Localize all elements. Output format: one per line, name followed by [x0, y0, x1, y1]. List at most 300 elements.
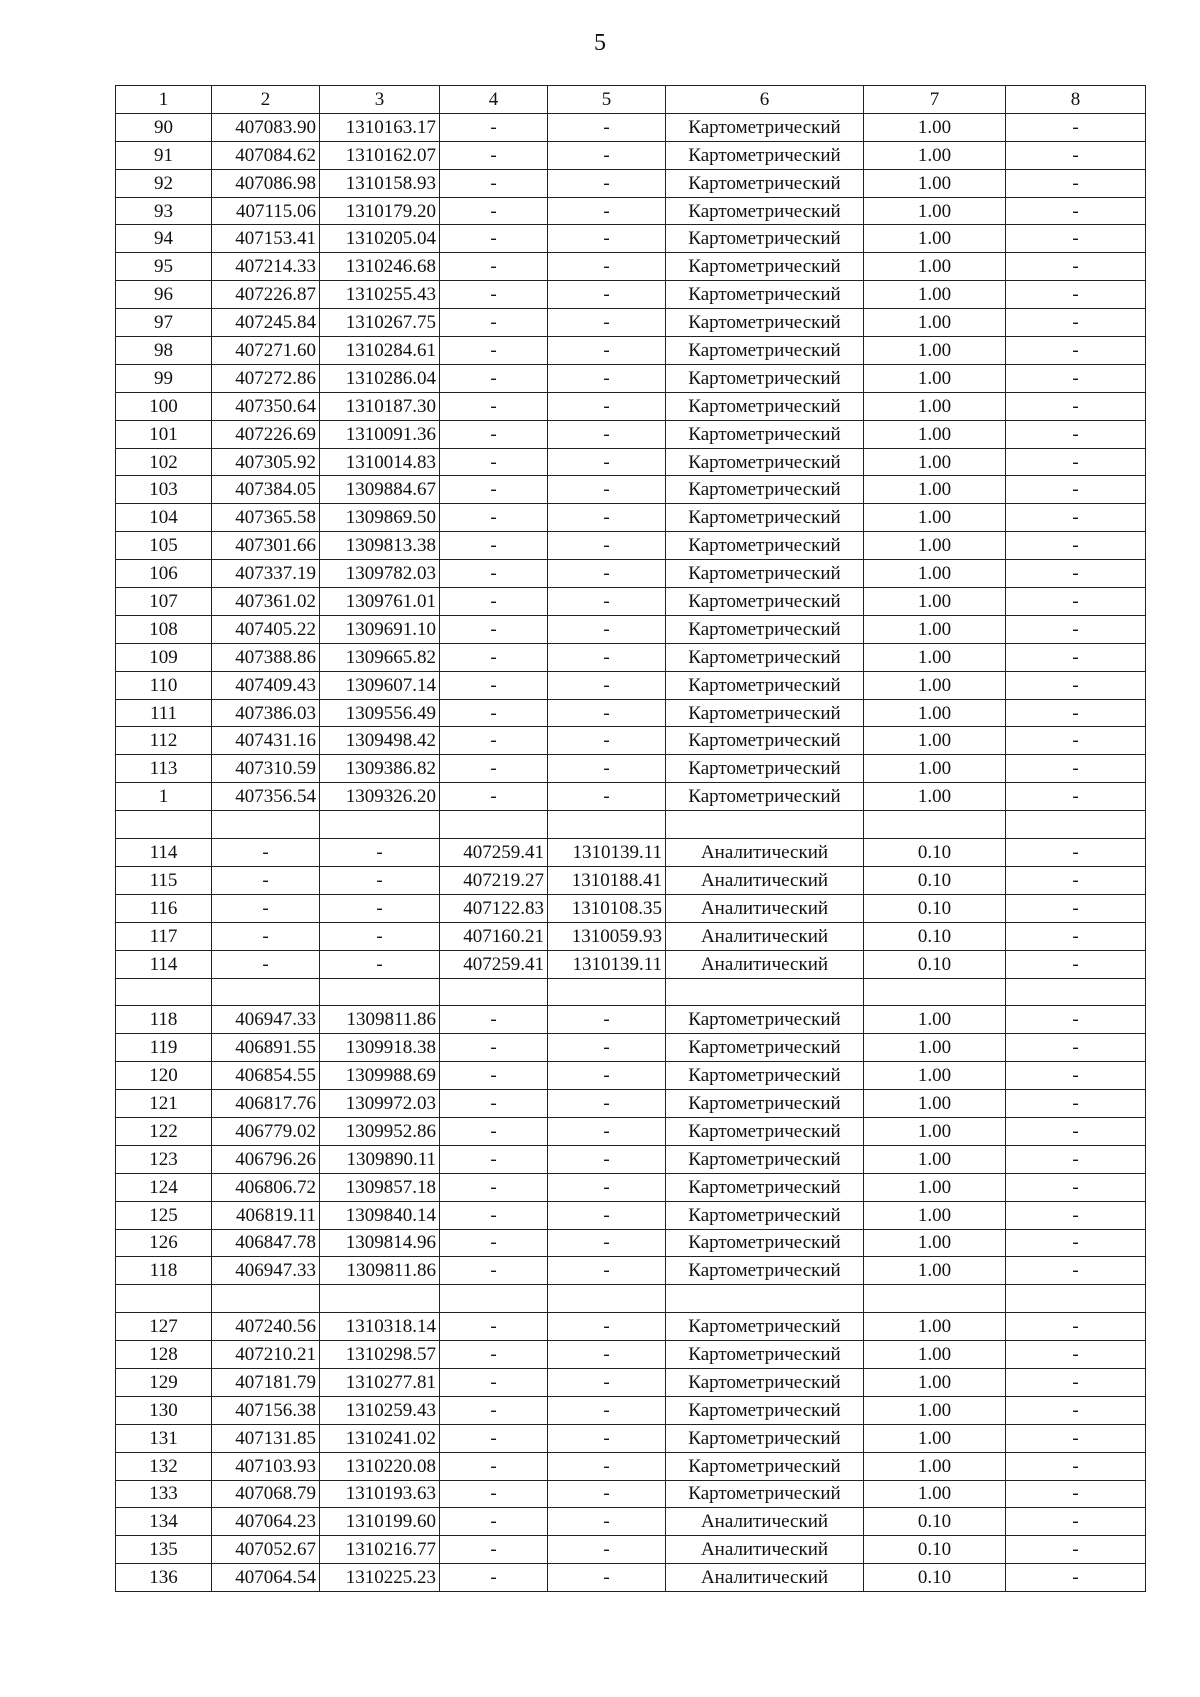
table-cell: - [1006, 588, 1146, 616]
table-cell: - [440, 1145, 548, 1173]
table-cell: 1309556.49 [320, 699, 440, 727]
table-cell: - [548, 1201, 666, 1229]
table-cell: - [440, 281, 548, 309]
table-cell: 1310284.61 [320, 337, 440, 365]
table-row [116, 1201, 1146, 1229]
table-row [116, 1173, 1146, 1201]
table-body [116, 113, 1146, 1591]
table-cell: Аналитический [666, 950, 864, 978]
table-row [116, 225, 1146, 253]
table-cell: - [548, 448, 666, 476]
table-cell: 93 [116, 197, 212, 225]
table-cell: - [548, 141, 666, 169]
table-cell: 407226.87 [212, 281, 320, 309]
table-cell: 113 [116, 755, 212, 783]
table-row [116, 1090, 1146, 1118]
table-cell [548, 811, 666, 839]
table-cell: - [440, 141, 548, 169]
table-cell: 1309884.67 [320, 476, 440, 504]
table-cell: - [548, 1034, 666, 1062]
table-cell: 133 [116, 1480, 212, 1508]
table-cell: - [548, 1117, 666, 1145]
column-header: 2 [212, 86, 320, 114]
table-row [116, 1564, 1146, 1592]
table-cell: 1310277.81 [320, 1368, 440, 1396]
table-cell: - [1006, 1452, 1146, 1480]
table-cell: 1.00 [864, 1062, 1006, 1090]
table-cell: 1310139.11 [548, 950, 666, 978]
table-cell: 91 [116, 141, 212, 169]
table-cell: Картометрический [666, 113, 864, 141]
table-row [116, 922, 1146, 950]
table-cell: 117 [116, 922, 212, 950]
table-row [116, 1368, 1146, 1396]
table-cell: 110 [116, 671, 212, 699]
table-cell: - [1006, 253, 1146, 281]
table-row [116, 1396, 1146, 1424]
table-cell: - [1006, 1062, 1146, 1090]
table-cell: 407115.06 [212, 197, 320, 225]
table-cell: 406779.02 [212, 1117, 320, 1145]
table-cell [116, 1285, 212, 1313]
table-cell: 406817.76 [212, 1090, 320, 1118]
table-row [116, 1117, 1146, 1145]
table-cell: - [440, 504, 548, 532]
table-cell: 407259.41 [440, 950, 548, 978]
table-cell: - [1006, 504, 1146, 532]
table-cell: 134 [116, 1508, 212, 1536]
separator-row [116, 1285, 1146, 1313]
table-cell: 1.00 [864, 309, 1006, 337]
table-cell: 114 [116, 950, 212, 978]
table-cell: 101 [116, 420, 212, 448]
table-cell: 111 [116, 699, 212, 727]
table-cell: 129 [116, 1368, 212, 1396]
column-header: 5 [548, 86, 666, 114]
table-row [116, 699, 1146, 727]
table-cell: - [548, 532, 666, 560]
table-cell: Картометрический [666, 1452, 864, 1480]
table-cell: 407388.86 [212, 643, 320, 671]
table-cell: - [440, 197, 548, 225]
table-cell: 407356.54 [212, 783, 320, 811]
separator-row [116, 811, 1146, 839]
table-cell: - [1006, 950, 1146, 978]
table-cell: 407386.03 [212, 699, 320, 727]
table-cell: 100 [116, 392, 212, 420]
table-cell: 1.00 [864, 588, 1006, 616]
table-row [116, 671, 1146, 699]
table-cell: - [440, 1424, 548, 1452]
table-cell: - [1006, 1341, 1146, 1369]
table-cell: - [440, 1090, 548, 1118]
table-cell: Аналитический [666, 866, 864, 894]
table-cell: 0.10 [864, 1536, 1006, 1564]
table-cell: Аналитический [666, 839, 864, 867]
table-cell: - [440, 476, 548, 504]
table-cell [666, 978, 864, 1006]
table-cell: - [548, 1257, 666, 1285]
table-cell: 105 [116, 532, 212, 560]
table-cell: - [440, 1536, 548, 1564]
table-cell: 407240.56 [212, 1313, 320, 1341]
table-cell: - [440, 448, 548, 476]
table-cell: - [440, 615, 548, 643]
table-row [116, 337, 1146, 365]
table-cell: Картометрический [666, 169, 864, 197]
table-cell: Картометрический [666, 420, 864, 448]
separator-row [116, 978, 1146, 1006]
table-cell: - [440, 1201, 548, 1229]
table-cell [864, 1285, 1006, 1313]
table-cell: 406806.72 [212, 1173, 320, 1201]
table-cell: 102 [116, 448, 212, 476]
table-cell: - [1006, 169, 1146, 197]
table-cell: 1310318.14 [320, 1313, 440, 1341]
table-cell [212, 978, 320, 1006]
table-cell: 407305.92 [212, 448, 320, 476]
table-cell: - [548, 364, 666, 392]
table-cell: - [440, 1480, 548, 1508]
table-row [116, 727, 1146, 755]
table-cell: - [548, 1508, 666, 1536]
table-cell: - [212, 894, 320, 922]
table-cell: - [440, 727, 548, 755]
table-cell: 1309607.14 [320, 671, 440, 699]
table-cell: - [1006, 1145, 1146, 1173]
table-row [116, 950, 1146, 978]
table-cell: - [1006, 1117, 1146, 1145]
table-cell: - [1006, 1173, 1146, 1201]
table-cell: 1309782.03 [320, 560, 440, 588]
table-cell [320, 811, 440, 839]
table-row [116, 783, 1146, 811]
table-cell: Картометрический [666, 1090, 864, 1118]
table-cell: 407083.90 [212, 113, 320, 141]
table-cell: 1.00 [864, 1201, 1006, 1229]
table-cell: 1310267.75 [320, 309, 440, 337]
table-row [116, 532, 1146, 560]
table-cell: 1309811.86 [320, 1257, 440, 1285]
table-cell: - [440, 1034, 548, 1062]
table-cell: - [1006, 1257, 1146, 1285]
table-cell: 126 [116, 1229, 212, 1257]
table-cell: 407301.66 [212, 532, 320, 560]
table-cell [320, 1285, 440, 1313]
table-cell: - [212, 922, 320, 950]
table-cell: 115 [116, 866, 212, 894]
table-cell: - [1006, 1034, 1146, 1062]
table-cell: 1310220.08 [320, 1452, 440, 1480]
table-cell: 90 [116, 113, 212, 141]
column-header: 4 [440, 86, 548, 114]
table-cell: 1309840.14 [320, 1201, 440, 1229]
table-cell: 1.00 [864, 476, 1006, 504]
table-cell: 1.00 [864, 1006, 1006, 1034]
table-cell: - [548, 1173, 666, 1201]
table-cell: 1310163.17 [320, 113, 440, 141]
table-cell: - [1006, 699, 1146, 727]
table-cell: 1310199.60 [320, 1508, 440, 1536]
table-cell: - [548, 1396, 666, 1424]
table-cell: 407365.58 [212, 504, 320, 532]
table-cell: 406947.33 [212, 1006, 320, 1034]
table-cell: 1.00 [864, 532, 1006, 560]
table-cell [1006, 811, 1146, 839]
table-cell: 1309972.03 [320, 1090, 440, 1118]
table-cell: Картометрический [666, 588, 864, 616]
table-cell: - [440, 671, 548, 699]
table-cell: Картометрический [666, 532, 864, 560]
table-cell: 407271.60 [212, 337, 320, 365]
table-cell: 116 [116, 894, 212, 922]
table-cell: 407431.16 [212, 727, 320, 755]
table-cell: 407337.19 [212, 560, 320, 588]
table-cell: - [1006, 755, 1146, 783]
table-cell: 1310187.30 [320, 392, 440, 420]
table-cell: 114 [116, 839, 212, 867]
table-cell: 1.00 [864, 1090, 1006, 1118]
table-cell: Картометрический [666, 1006, 864, 1034]
table-row [116, 1424, 1146, 1452]
table-cell: 407214.33 [212, 253, 320, 281]
table-cell: Картометрический [666, 1424, 864, 1452]
table-cell: 406854.55 [212, 1062, 320, 1090]
table-cell: 1.00 [864, 1424, 1006, 1452]
table-cell: - [548, 1229, 666, 1257]
table-cell: 407122.83 [440, 894, 548, 922]
table-cell: 98 [116, 337, 212, 365]
table-cell [440, 811, 548, 839]
table-cell: 1.00 [864, 141, 1006, 169]
table-row [116, 866, 1146, 894]
table-cell: Картометрический [666, 364, 864, 392]
table-cell: - [548, 699, 666, 727]
page-number: 5 [594, 30, 606, 56]
table-cell: - [440, 364, 548, 392]
table-cell: 121 [116, 1090, 212, 1118]
table-cell: - [1006, 309, 1146, 337]
table-cell: 1310014.83 [320, 448, 440, 476]
table-cell: - [1006, 448, 1146, 476]
table-cell: 131 [116, 1424, 212, 1452]
table-cell: 407103.93 [212, 1452, 320, 1480]
table-cell: 0.10 [864, 839, 1006, 867]
table-cell: 407181.79 [212, 1368, 320, 1396]
table-cell: 96 [116, 281, 212, 309]
table-row [116, 197, 1146, 225]
table-cell: - [548, 392, 666, 420]
table-cell: - [1006, 476, 1146, 504]
column-header: 6 [666, 86, 864, 114]
table-cell: - [440, 699, 548, 727]
table-cell: 1309691.10 [320, 615, 440, 643]
table-cell: 1310162.07 [320, 141, 440, 169]
table-cell: 118 [116, 1006, 212, 1034]
table-row [116, 253, 1146, 281]
table-cell: 407350.64 [212, 392, 320, 420]
table-cell: 1.00 [864, 448, 1006, 476]
table-cell: - [548, 1006, 666, 1034]
table-cell: - [440, 643, 548, 671]
table-cell: - [548, 337, 666, 365]
table-cell: - [548, 1062, 666, 1090]
table-row [116, 1341, 1146, 1369]
table-cell: Картометрический [666, 671, 864, 699]
table-cell: 1.00 [864, 364, 1006, 392]
table-cell: Картометрический [666, 755, 864, 783]
table-cell: - [1006, 113, 1146, 141]
table-cell: 407084.62 [212, 141, 320, 169]
table-cell: - [548, 309, 666, 337]
table-cell: - [1006, 141, 1146, 169]
table-cell [666, 811, 864, 839]
table-cell: - [548, 1341, 666, 1369]
table-row [116, 1145, 1146, 1173]
table-cell: 1310188.41 [548, 866, 666, 894]
table-cell [1006, 1285, 1146, 1313]
table-cell: Картометрический [666, 337, 864, 365]
table-cell: - [440, 1006, 548, 1034]
table-cell: 1.00 [864, 1313, 1006, 1341]
table-cell: 1.00 [864, 197, 1006, 225]
table-cell: 1.00 [864, 1341, 1006, 1369]
table-cell: - [1006, 281, 1146, 309]
table-cell: 108 [116, 615, 212, 643]
table-cell: 1309918.38 [320, 1034, 440, 1062]
table-cell: 407245.84 [212, 309, 320, 337]
table-cell: 1310286.04 [320, 364, 440, 392]
table-cell: - [1006, 1090, 1146, 1118]
table-cell: 1.00 [864, 1145, 1006, 1173]
table-cell: - [1006, 1201, 1146, 1229]
table-row [116, 1508, 1146, 1536]
table-cell: 95 [116, 253, 212, 281]
table-row [116, 113, 1146, 141]
table-cell: Картометрический [666, 141, 864, 169]
table-cell: - [548, 1480, 666, 1508]
table-cell: - [440, 420, 548, 448]
table-cell: - [548, 560, 666, 588]
table-cell: 1 [116, 783, 212, 811]
table-cell: - [548, 1368, 666, 1396]
table-cell: 119 [116, 1034, 212, 1062]
table-cell: - [440, 560, 548, 588]
table-cell: Аналитический [666, 1508, 864, 1536]
table-cell: - [440, 113, 548, 141]
table-cell: 407226.69 [212, 420, 320, 448]
table-cell: 118 [116, 1257, 212, 1285]
table-cell: 1310205.04 [320, 225, 440, 253]
table-cell: 103 [116, 476, 212, 504]
table-cell: - [1006, 420, 1146, 448]
table-cell: 1310108.35 [548, 894, 666, 922]
table-cell: - [1006, 560, 1146, 588]
table-row [116, 839, 1146, 867]
table-cell: - [1006, 671, 1146, 699]
table-cell: - [1006, 1508, 1146, 1536]
table-cell: 407405.22 [212, 615, 320, 643]
table-cell: 1.00 [864, 1480, 1006, 1508]
table-cell: Аналитический [666, 922, 864, 950]
table-cell: 1.00 [864, 783, 1006, 811]
table-cell: - [440, 783, 548, 811]
table-cell: Картометрический [666, 1062, 864, 1090]
table-cell: 1.00 [864, 560, 1006, 588]
table-cell: - [212, 866, 320, 894]
table-cell: 1.00 [864, 1034, 1006, 1062]
table-cell: - [1006, 615, 1146, 643]
table-cell: 112 [116, 727, 212, 755]
table-cell: 407310.59 [212, 755, 320, 783]
table-cell [548, 978, 666, 1006]
table-cell: - [440, 1452, 548, 1480]
table-cell: - [320, 922, 440, 950]
table-cell: - [1006, 337, 1146, 365]
table-cell: Картометрический [666, 1480, 864, 1508]
table-cell: Картометрический [666, 1257, 864, 1285]
table-cell: - [1006, 532, 1146, 560]
table-cell: 407052.67 [212, 1536, 320, 1564]
table-cell: 1.00 [864, 1117, 1006, 1145]
table-cell: Картометрический [666, 1368, 864, 1396]
table-row [116, 1452, 1146, 1480]
table-cell: - [548, 281, 666, 309]
table-cell [1006, 978, 1146, 1006]
table-cell: - [548, 1313, 666, 1341]
table-row [116, 504, 1146, 532]
table-cell: - [440, 1062, 548, 1090]
table-cell: 1309857.18 [320, 1173, 440, 1201]
table-cell: 407086.98 [212, 169, 320, 197]
table-row [116, 309, 1146, 337]
table-cell: 0.10 [864, 1564, 1006, 1592]
table-cell: Картометрический [666, 1229, 864, 1257]
table-cell: 1.00 [864, 113, 1006, 141]
table-cell: 406891.55 [212, 1034, 320, 1062]
table-cell: - [1006, 1480, 1146, 1508]
table-row [116, 1229, 1146, 1257]
table-cell: - [320, 866, 440, 894]
table-cell: - [1006, 866, 1146, 894]
table-cell: - [548, 420, 666, 448]
table-row [116, 1257, 1146, 1285]
table-cell: - [548, 113, 666, 141]
table-cell: 1310259.43 [320, 1396, 440, 1424]
table-cell: 1310216.77 [320, 1536, 440, 1564]
table-cell: 407064.23 [212, 1508, 320, 1536]
table-cell: 128 [116, 1341, 212, 1369]
table-row [116, 755, 1146, 783]
table-cell: Картометрический [666, 643, 864, 671]
table-cell: - [1006, 1564, 1146, 1592]
table-row [116, 1313, 1146, 1341]
table-cell [864, 978, 1006, 1006]
table-cell: - [1006, 392, 1146, 420]
table-row [116, 141, 1146, 169]
table-cell: 1.00 [864, 392, 1006, 420]
table-cell [116, 978, 212, 1006]
table-cell: - [1006, 1006, 1146, 1034]
table-cell: Картометрический [666, 225, 864, 253]
table-cell: - [440, 532, 548, 560]
table-cell: 1309386.82 [320, 755, 440, 783]
table-cell: 1310298.57 [320, 1341, 440, 1369]
table-cell: 0.10 [864, 1508, 1006, 1536]
table-cell: - [1006, 1229, 1146, 1257]
table-row [116, 643, 1146, 671]
table-cell: 106 [116, 560, 212, 588]
